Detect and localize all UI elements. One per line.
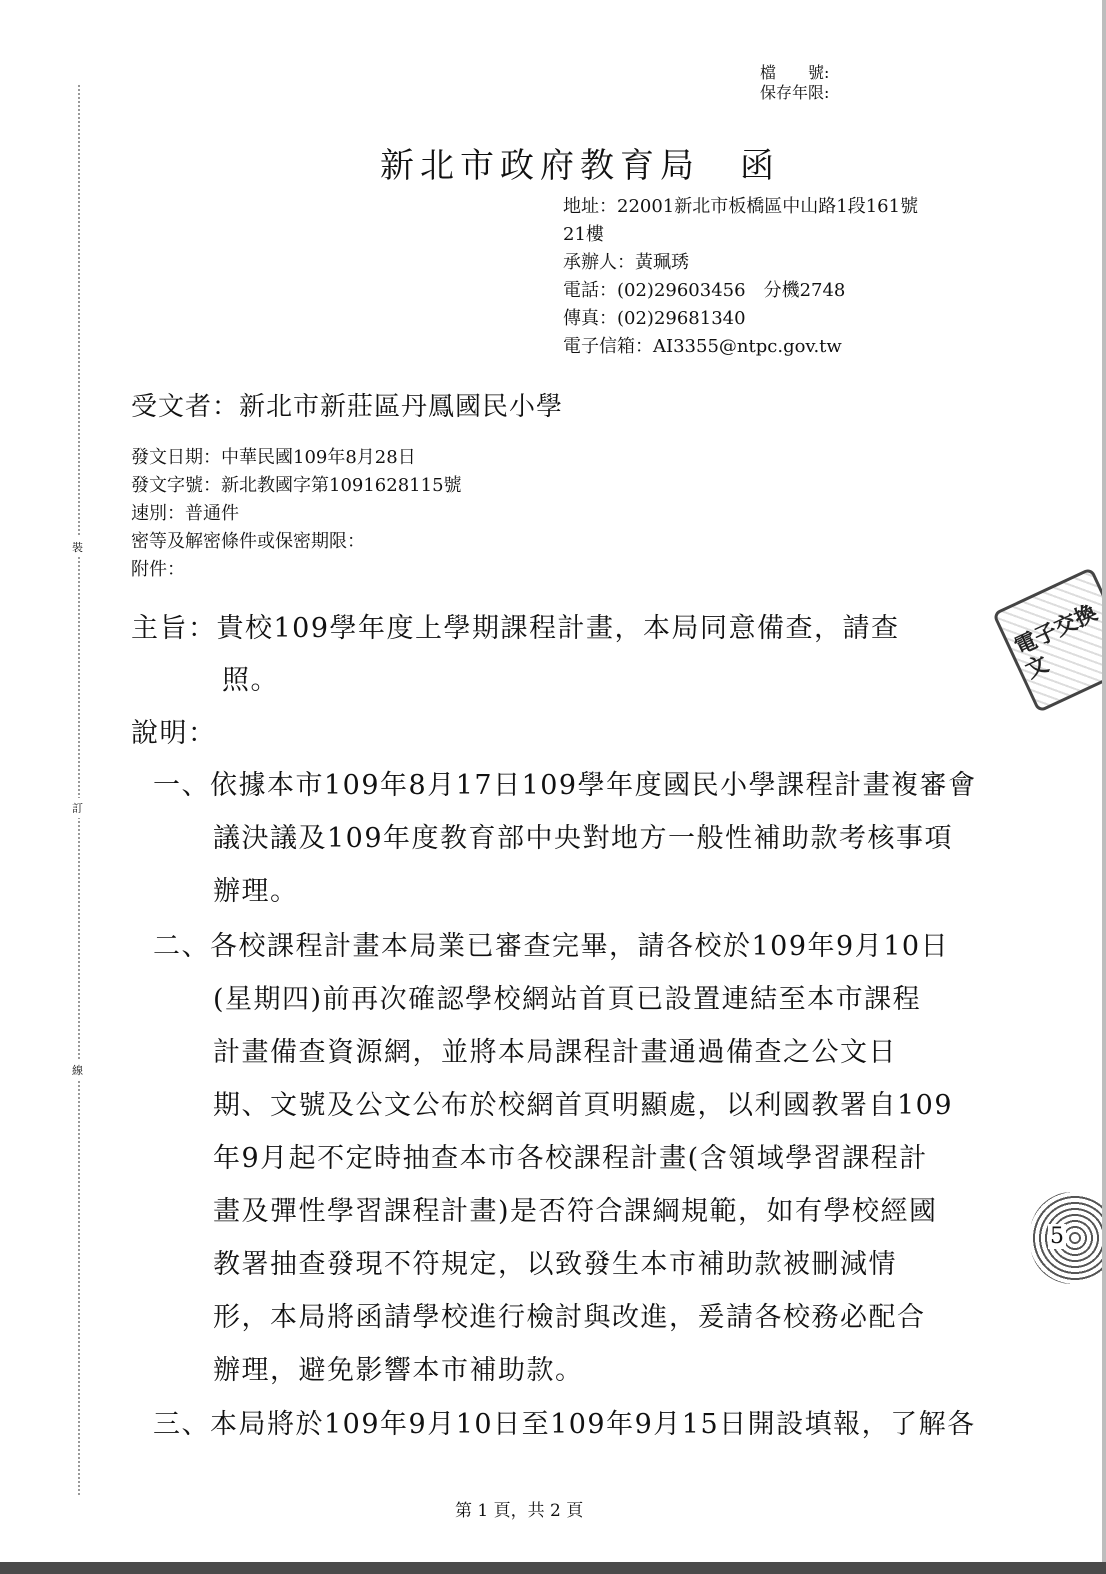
- item2-line6: 畫及彈性學習課程計畫)是否符合課綱規範，如有學校經國: [213, 1196, 938, 1227]
- phone: 電話：(02)29603456 分機2748: [563, 280, 846, 301]
- speed: 速別：普通件: [131, 503, 239, 524]
- item1-line3: 辦理。: [213, 876, 299, 907]
- item3-line1: 三、本局將於109年9月10日至109年9月15日開設填報，了解各: [153, 1409, 976, 1440]
- address-line2: 21樓: [563, 224, 604, 245]
- binding-mark-ding: 訂: [72, 798, 83, 818]
- binding-mark-zhuang: 裝: [72, 537, 83, 557]
- item2-line2: (星期四)前再次確認學校網站首頁已設置連結至本市課程: [213, 984, 922, 1015]
- seal-number: 5: [1050, 1224, 1064, 1249]
- retention-label: 保存年限:: [760, 83, 830, 102]
- item2-line3: 計畫備查資源網，並將本局課程計畫通過備查之公文日: [213, 1037, 897, 1068]
- address-line1: 地址：22001新北市板橋區中山路1段161號: [563, 196, 919, 217]
- subject-line1: 主旨：貴校109學年度上學期課程計畫，本局同意備查，請查: [131, 613, 900, 644]
- document-title: 新北市政府教育局 函: [380, 146, 780, 186]
- electronic-exchange-stamp: [992, 567, 1106, 713]
- explanation-label: 說明：: [131, 718, 217, 749]
- fax: 傳真：(02)29681340: [563, 308, 746, 329]
- binding-mark-xian: 線: [72, 1060, 83, 1080]
- item1-line2: 議決議及109年度教育部中央對地方一般性補助款考核事項: [213, 823, 954, 854]
- recipient: 受文者：新北市新莊區丹鳳國民小學: [131, 392, 564, 422]
- handler: 承辦人：黃珮琇: [563, 252, 689, 273]
- item2-line9: 辦理，避免影響本市補助款。: [213, 1355, 584, 1386]
- right-edge-shadow: [1102, 0, 1106, 1574]
- file-number-label: 檔 號:: [760, 63, 830, 82]
- item2-line4: 期、文號及公文公布於校網首頁明顯處，以利國教署自109: [213, 1090, 954, 1121]
- issue-date: 發文日期：中華民國109年8月28日: [131, 447, 416, 468]
- stamp-text: 電子交換文: [1010, 599, 1102, 684]
- secrecy: 密等及解密條件或保密期限：: [131, 531, 365, 552]
- bottom-bar: [0, 1562, 1106, 1574]
- subject-line2: 照。: [222, 665, 279, 696]
- page-seal: [1030, 1192, 1106, 1284]
- item2-line8: 形，本局將函請學校進行檢討與改進，爰請各校務必配合: [213, 1302, 926, 1333]
- item2-line7: 教署抽查發現不符規定，以致發生本市補助款被刪減情: [213, 1249, 897, 1280]
- email: 電子信箱：AI3355@ntpc.gov.tw: [563, 336, 842, 357]
- item1-line1: 一、依據本市109年8月17日109學年度國民小學課程計畫複審會: [153, 770, 977, 801]
- item2-line5: 年9月起不定時抽查本市各校課程計畫(含領域學習課程計: [213, 1143, 928, 1174]
- attachment: 附件：: [131, 559, 185, 580]
- item2-line1: 二、各校課程計畫本局業已審查完畢，請各校於109年9月10日: [153, 931, 950, 962]
- binding-line: [78, 85, 80, 1495]
- page-footer: 第 1 頁，共 2 頁: [455, 1501, 584, 1521]
- issue-number: 發文字號：新北教國字第1091628115號: [131, 475, 462, 496]
